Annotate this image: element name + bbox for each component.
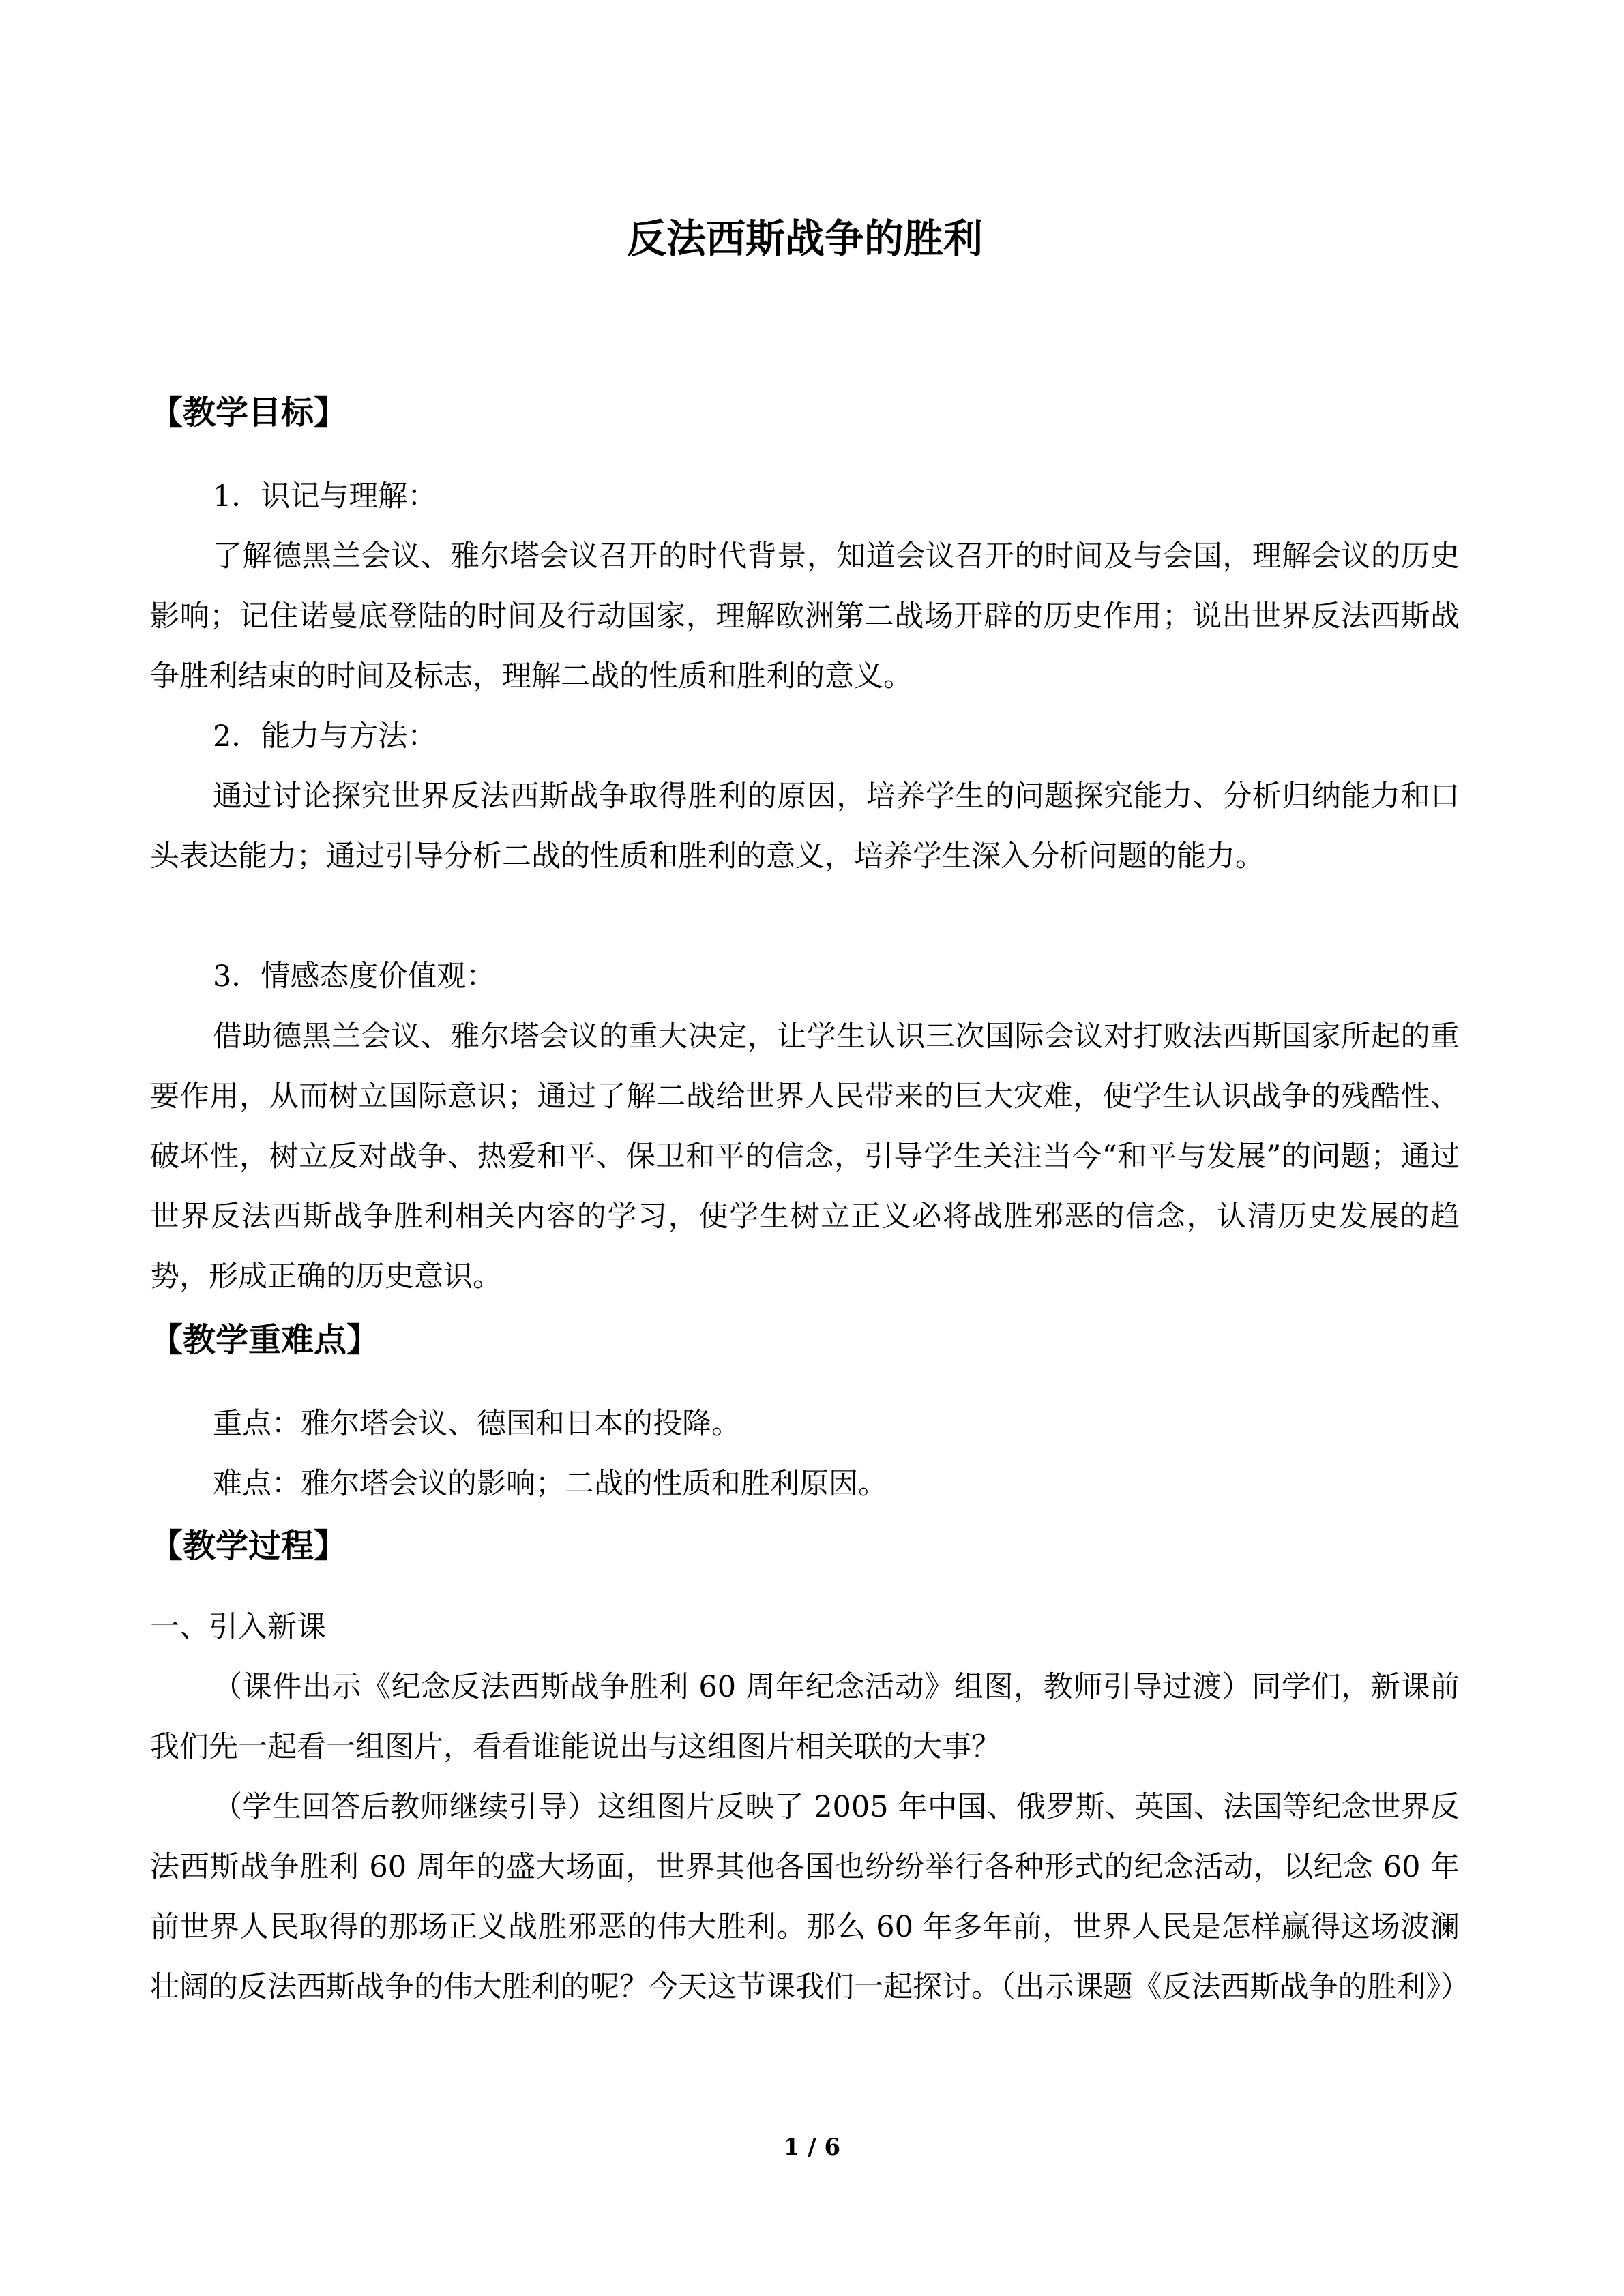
objective-1-title: 1．识记与理解： bbox=[213, 479, 437, 513]
difficult-point-text: 难点：雅尔塔会议的影响；二战的性质和胜利原因。 bbox=[213, 1467, 887, 1501]
objective-3-title: 3．情感态度价值观： bbox=[213, 959, 496, 994]
process-paragraph-1: （课件出示《纪念反法西斯战争胜利 60 周年纪念活动》组图，教师引导过渡）同学们，新课前我们先一起看一组图片，看看谁能说出与这组图片相关联的大事？ bbox=[150, 1670, 1460, 1764]
objective-2-text: 通过讨论探究世界反法西斯战争取得胜利的原因，培养学生的问题探究能力、分析归纳能力和口头表达能力；通过引导分析二战的性质和胜利的意义，培养学生深入分析问题的能力。 bbox=[150, 779, 1460, 874]
objective-3-text: 借助德黑兰会议、雅尔塔会议的重大决定，让学生认识三次国际会议对打败法西斯国家所起的重要作用，从而树立国际意识；通过了解二战给世界人民带来的巨大灾难，使学生认识战争的残酷性、破坏性，树立反对战争、热爱和平、保卫和平的信念，引导学生关注当今“和平与发展”的问题；通过世界反法西斯战争胜利相关内容的学习，使学生树立正义必将战胜邪恶的信念，认清历史发展的趋势，形成正确的历史意识。 bbox=[150, 1019, 1460, 1294]
page-number: 1 / 6 bbox=[783, 2134, 841, 2161]
section-heading-objectives: 【教学目标】 bbox=[150, 393, 347, 432]
process-step-1-title: 一、引入新课 bbox=[150, 1610, 326, 1644]
objective-1-text: 了解德黑兰会议、雅尔塔会议召开的时代背景，知道会议召开的时间及与会国，理解会议的历史影响；记住诺曼底登陆的时间及行动国家，理解欧洲第二战场开辟的历史作用；说出世界反法西斯战争胜利结束的时间及标志，理解二战的性质和胜利的意义。 bbox=[150, 539, 1460, 694]
process-paragraph-2: （学生回答后教师继续引导）这组图片反映了 2005 年中国、俄罗斯、英国、法国等纪念世界反法西斯战争胜利 60 周年的盛大场面，世界其他各国也纷纷举行各种形式的纪念活动，以纪念 60 年前世界人民取得的那场正义战胜邪恶的伟大胜利。那么 60 年多年前，世界人民是怎样赢得这场波澜壮阔的反法西斯战争的伟大胜利的呢？今天这节课我们一起探讨。（出示课题《反法西斯战争的胜利》） bbox=[150, 1790, 1470, 2004]
key-point-text: 重点：雅尔塔会议、德国和日本的投降。 bbox=[213, 1407, 741, 1441]
page-title: 反法西斯战争的胜利 bbox=[626, 215, 983, 262]
objective-2-title: 2．能力与方法： bbox=[213, 719, 437, 754]
section-heading-process: 【教学过程】 bbox=[150, 1527, 347, 1565]
section-heading-key-points: 【教学重难点】 bbox=[150, 1321, 380, 1359]
